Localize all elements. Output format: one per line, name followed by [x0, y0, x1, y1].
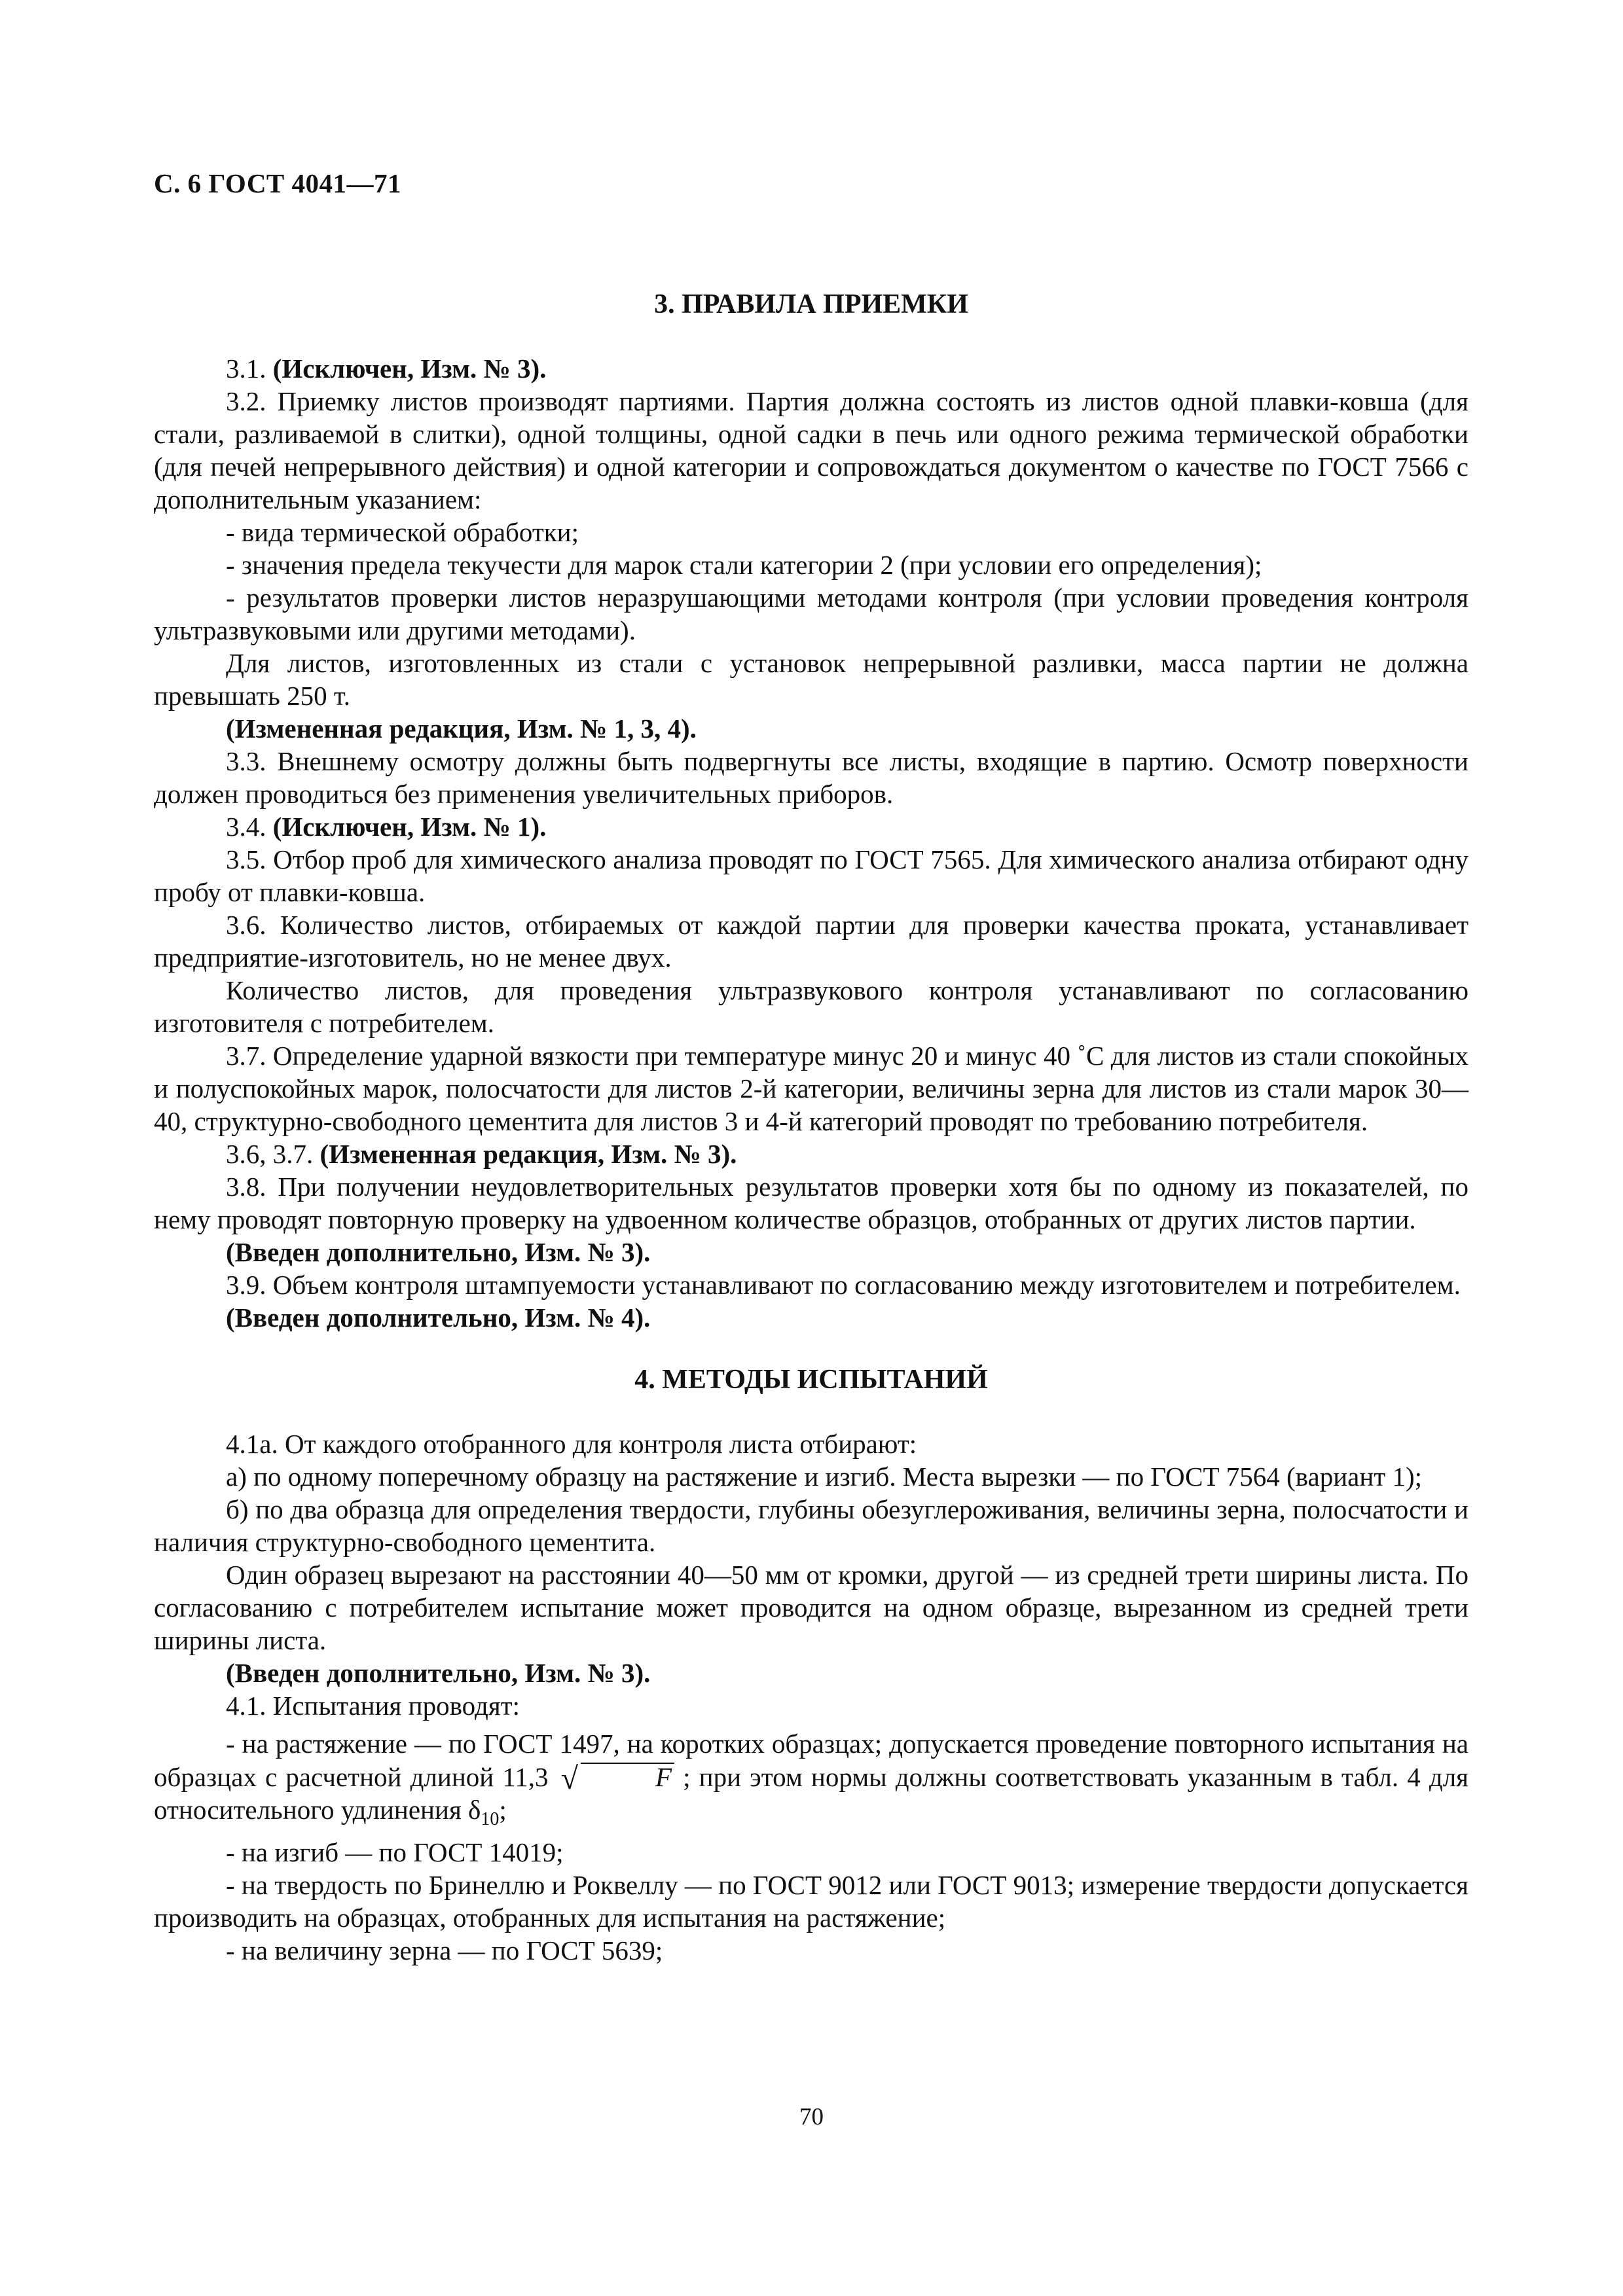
sqrt-symbol: √	[560, 1761, 579, 1796]
amendment-note: (Исключен, Изм. № 1).	[272, 812, 547, 842]
clause-3-6-b: Количество листов, для проведения ультразвукового контроля устанавливают по согласованию изготовителя с потребителем.	[154, 975, 1468, 1038]
sqrt-radicand: F	[581, 1763, 674, 1790]
amendment-note: (Исключен, Изм. № 3).	[272, 353, 547, 384]
clause-3-8: 3.8. При получении неудовлетворительных результатов проверки хотя бы по одному из показателей, по нему проводят повторную проверку на удвоенном количестве образцов, отобранных от других листов партии.	[154, 1172, 1468, 1234]
list-item-hardness: - на твердость по Бринеллю и Роквеллу — по ГОСТ 9012 или ГОСТ 9013; измерение твердости допускается производить на образцах, отобранных для испытания на растяжение;	[154, 1870, 1468, 1933]
amendment-note: 3.6, 3.7. (Измененная редакция, Изм. № 3).	[226, 1139, 737, 1169]
paragraph-sample: Один образец вырезают на расстоянии 40—50 мм от кромки, другой — из средней трети ширины листа. По согласованию с потребителем испытание может проводится на одном образце, вырезанном из средней трети ширины листа.	[154, 1560, 1468, 1655]
body-text	[154, 216, 1468, 1967]
clause-3-6: 3.6. Количество листов, отбираемых от каждой партии для проверки качества проката, устанавливает предприятие-изготовитель, но не менее двух.	[154, 910, 1468, 973]
subscript: 10	[481, 1809, 500, 1830]
list-item-bend: - на изгиб — по ГОСТ 14019;	[226, 1837, 564, 1868]
clause-3-1: 3.1. (Исключен, Изм. № 3).	[226, 353, 547, 384]
list-item: - значения предела текучести для марок стали категории 2 (при условии его определения);	[226, 550, 1262, 580]
clause-3-3: 3.3. Внешнему осмотру должны быть подвергнуты все листы, входящие в партию. Осмотр поверхности должен проводиться без применения увеличительных приборов.	[154, 746, 1468, 809]
list-item-tension: - на растяжение — по ГОСТ 1497, на коротких образцах; допускается проведение повторного испытания на образцах с расчетной длиной 11,3 √ F ; при этом нормы должны соответствовать указанным в табл. 4 для относительного удлинения $\delta_{10}$;	[154, 1729, 1469, 1830]
clause-3-2: 3.2. Приемку листов производят партиями. Партия должна состоять из листов одной плавки-ковша (для стали, разливаемой в слитки), одной толщины, одной садки в печь или одного режима термической обработки (для печей непрерывного действия) и одной категории и сопровождаться документом о качестве по ГОСТ 7566 с дополнительным указанием:	[154, 386, 1468, 514]
paragraph-mass: Для листов, изготовленных из стали с установок непрерывной разливки, масса партии не должна превышать 250 т.	[154, 648, 1468, 711]
running-header: С. 6 ГОСТ 4041—71	[154, 168, 402, 198]
section-4-title: 4. МЕТОДЫ ИСПЫТАНИЙ	[634, 1365, 988, 1395]
clause-3-9: 3.9. Объем контроля штампуемости устанавливают по согласованию между изготовителем и потребителем.	[226, 1270, 1461, 1300]
clause-3-4: 3.4. (Исключен, Изм. № 1).	[226, 812, 547, 842]
amendment-note: (Введен дополнительно, Изм. № 4).	[226, 1302, 651, 1333]
list-item-grain: - на величину зерна — по ГОСТ 5639;	[226, 1935, 663, 1966]
amendment-note: (Измененная редакция, Изм. № 1, 3, 4).	[226, 713, 697, 744]
amendment-note: (Введен дополнительно, Изм. № 3).	[226, 1237, 651, 1267]
amendment-note: (Введен дополнительно, Изм. № 3).	[226, 1658, 651, 1688]
clause-4-1: 4.1. Испытания проводят:	[226, 1691, 520, 1721]
clause-4-1a: 4.1а. От каждого отобранного для контроля листа отбирают:	[226, 1429, 917, 1459]
page-number: 70	[799, 2104, 824, 2130]
list-item: - вида термической обработки;	[226, 517, 579, 547]
list-item-a: а) по одному поперечному образцу на растяжение и изгиб. Места вырезки — по ГОСТ 7564 (вариант 1);	[226, 1462, 1422, 1492]
clause-3-7: 3.7. Определение ударной вязкости при температуре минус 20 и минус 40 ˚С для листов из стали спокойных и полуспокойных марок, полосчатости для листов 2-й категории, величины зерна для листов из стали марок 30—40, структурно-свободного цементита для листов 3 и 4-й категорий проводят по требованию потребителя.	[154, 1041, 1468, 1136]
section-3-title: 3. ПРАВИЛА ПРИЕМКИ	[654, 289, 968, 319]
list-item: - результатов проверки листов неразрушающими методами контроля (при условии проведения контроля ультразвуковыми или другими методами).	[154, 583, 1468, 645]
list-item-b: б) по два образца для определения твердости, глубины обезуглероживания, величины зерна, полосчатости и наличия структурно-свободного цементита.	[154, 1494, 1468, 1557]
clause-3-5: 3.5. Отбор проб для химического анализа проводят по ГОСТ 7565. Для химического анализа отбирают одну пробу от плавки-ковша.	[154, 844, 1468, 907]
